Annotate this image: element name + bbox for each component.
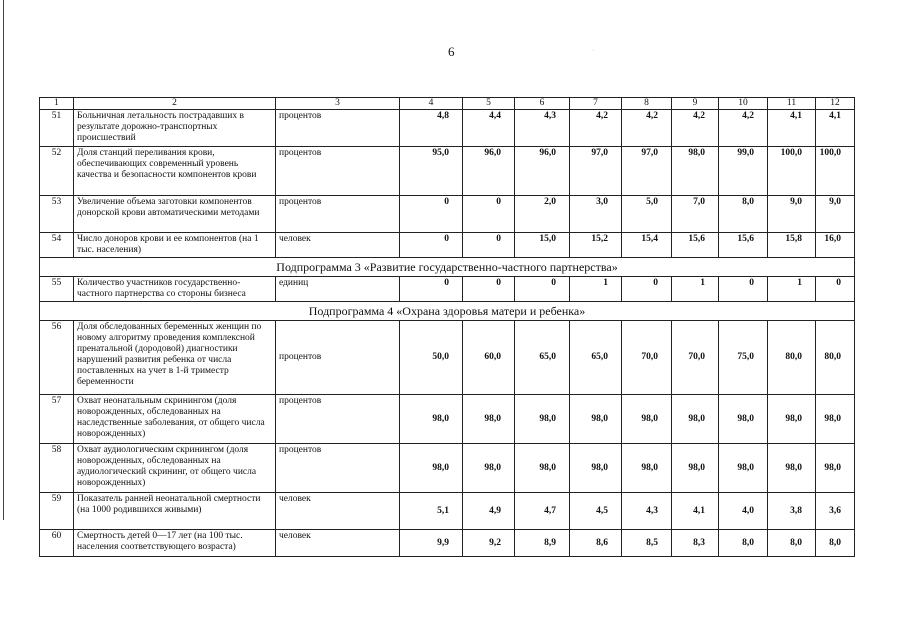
unit-cell: процентов [276, 196, 400, 233]
value-cell: 1 [768, 277, 816, 302]
unit-cell: процентов [276, 110, 400, 147]
header-cell: 10 [719, 98, 768, 110]
row-number: 55 [40, 277, 74, 302]
value-cell: 9,0 [768, 196, 816, 233]
value-cell: 98,0 [515, 395, 570, 444]
value-cell: 65,0 [570, 321, 622, 395]
table-row [40, 196, 855, 233]
indicator-name: Показатель ранней неонатальной смертности (на 1000 родившихся живыми) [74, 493, 276, 530]
value-cell: 70,0 [672, 321, 719, 395]
value-cell: 98,0 [622, 395, 672, 444]
unit-cell: человек [276, 233, 400, 258]
value-cell: 16,0 [816, 233, 855, 258]
value-cell: 80,0 [816, 321, 855, 395]
value-cell: 8,3 [672, 530, 719, 557]
subprogram-4-title: Подпрограмма 4 «Охрана здоровья матери и ребенка» [40, 302, 855, 321]
indicator-name: Доля обследованных беременных женщин по новому алгоритму проведения комплексной пренатальной (дородовой) диагностики нарушений развития ребенка от числа поставленных на учет в 1-й триместр беременности [74, 321, 276, 395]
indicator-name: Количество участников государственно-частного партнерства со стороны бизнеса [74, 277, 276, 302]
unit-cell: процентов [276, 147, 400, 196]
value-cell: 65,0 [515, 321, 570, 395]
header-cell: 7 [570, 98, 622, 110]
header-cell: 12 [816, 98, 855, 110]
value-cell: 98,0 [719, 444, 768, 493]
table-row [40, 444, 855, 493]
value-cell: 1 [570, 277, 622, 302]
value-cell: 4,7 [515, 493, 570, 530]
table-row [40, 277, 855, 302]
value-cell: 4,0 [719, 493, 768, 530]
value-cell: 0 [463, 196, 515, 233]
value-cell: 98,0 [515, 444, 570, 493]
value-cell: 100,0 [816, 147, 855, 196]
value-cell: 0 [816, 277, 855, 302]
value-cell: 7,0 [672, 196, 719, 233]
section-row [40, 258, 855, 277]
row-number: 54 [40, 233, 74, 258]
unit-cell: человек [276, 493, 400, 530]
header-cell: 5 [463, 98, 515, 110]
value-cell: 8,6 [570, 530, 622, 557]
value-cell: 60,0 [463, 321, 515, 395]
value-cell: 0 [400, 233, 463, 258]
scan-mark: · [592, 48, 594, 54]
value-cell: 15,6 [672, 233, 719, 258]
indicator-name: Доля станций переливания крови, обеспечивающих современный уровень качества и безопасности компонентов крови [74, 147, 276, 196]
header-cell: 3 [276, 98, 400, 110]
header-cell: 6 [515, 98, 570, 110]
value-cell: 15,6 [719, 233, 768, 258]
value-cell: 5,1 [400, 493, 463, 530]
table-row [40, 321, 855, 395]
value-cell: 80,0 [768, 321, 816, 395]
unit-cell: человек [276, 530, 400, 557]
value-cell: 9,9 [400, 530, 463, 557]
value-cell: 98,0 [570, 395, 622, 444]
row-number: 52 [40, 147, 74, 196]
unit-cell: единиц [276, 277, 400, 302]
value-cell: 0 [719, 277, 768, 302]
value-cell: 15,0 [515, 233, 570, 258]
value-cell: 99,0 [719, 147, 768, 196]
value-cell: 4,2 [622, 110, 672, 147]
unit-cell: процентов [276, 395, 400, 444]
value-cell: 3,8 [768, 493, 816, 530]
value-cell: 9,0 [816, 196, 855, 233]
page-number: 6 [448, 44, 455, 59]
value-cell: 8,9 [515, 530, 570, 557]
indicator-name: Число доноров крови и ее компонентов (на 1 тыс. населения) [74, 233, 276, 258]
value-cell: 98,0 [400, 444, 463, 493]
indicator-name: Увеличение объема заготовки компонентов донорской крови автоматическими методами [74, 196, 276, 233]
value-cell: 0 [463, 277, 515, 302]
value-cell: 3,6 [816, 493, 855, 530]
value-cell: 98,0 [570, 444, 622, 493]
value-cell: 4,3 [515, 110, 570, 147]
value-cell: 8,0 [816, 530, 855, 557]
value-cell: 15,4 [622, 233, 672, 258]
table-row [40, 395, 855, 444]
unit-cell: процентов [276, 321, 400, 395]
indicators-table [39, 97, 855, 557]
value-cell: 98,0 [816, 395, 855, 444]
value-cell: 98,0 [463, 395, 515, 444]
table-row [40, 530, 855, 557]
value-cell: 5,0 [622, 196, 672, 233]
table-row [40, 493, 855, 530]
value-cell: 8,0 [719, 530, 768, 557]
value-cell: 98,0 [719, 395, 768, 444]
value-cell: 98,0 [463, 444, 515, 493]
header-cell: 4 [400, 98, 463, 110]
value-cell: 98,0 [672, 444, 719, 493]
left-margin-rule [3, 0, 4, 520]
value-cell: 98,0 [400, 395, 463, 444]
value-cell: 4,2 [719, 110, 768, 147]
value-cell: 4,8 [400, 110, 463, 147]
section-row [40, 302, 855, 321]
value-cell: 4,9 [463, 493, 515, 530]
value-cell: 98,0 [768, 444, 816, 493]
indicator-name: Охват неонатальным скринингом (доля новорожденных, обследованных на наследственные заболевания, от общего числа новорожденных) [74, 395, 276, 444]
row-number: 51 [40, 110, 74, 147]
header-cell: 11 [768, 98, 816, 110]
subprogram-3-title: Подпрограмма 3 «Развитие государственно-частного партнерства» [40, 258, 855, 277]
value-cell: 4,4 [463, 110, 515, 147]
value-cell: 50,0 [400, 321, 463, 395]
row-number: 57 [40, 395, 74, 444]
value-cell: 0 [463, 233, 515, 258]
header-cell: 8 [622, 98, 672, 110]
value-cell: 97,0 [622, 147, 672, 196]
table-row [40, 233, 855, 258]
value-cell: 4,1 [672, 493, 719, 530]
value-cell: 4,5 [570, 493, 622, 530]
table-row [40, 110, 855, 147]
value-cell: 96,0 [463, 147, 515, 196]
value-cell: 1 [672, 277, 719, 302]
header-cell: 9 [672, 98, 719, 110]
value-cell: 0 [622, 277, 672, 302]
value-cell: 2,0 [515, 196, 570, 233]
value-cell: 4,2 [672, 110, 719, 147]
value-cell: 0 [400, 196, 463, 233]
value-cell: 70,0 [622, 321, 672, 395]
value-cell: 96,0 [515, 147, 570, 196]
header-row [40, 98, 855, 110]
value-cell: 0 [515, 277, 570, 302]
value-cell: 8,5 [622, 530, 672, 557]
value-cell: 95,0 [400, 147, 463, 196]
header-cell: 2 [74, 98, 276, 110]
value-cell: 98,0 [672, 147, 719, 196]
value-cell: 100,0 [768, 147, 816, 196]
value-cell: 97,0 [570, 147, 622, 196]
value-cell: 15,2 [570, 233, 622, 258]
value-cell: 98,0 [768, 395, 816, 444]
value-cell: 9,2 [463, 530, 515, 557]
value-cell: 4,3 [622, 493, 672, 530]
value-cell: 75,0 [719, 321, 768, 395]
value-cell: 15,8 [768, 233, 816, 258]
table-row [40, 147, 855, 196]
value-cell: 98,0 [672, 395, 719, 444]
indicator-name: Больничная летальность пострадавших в результате дорожно-транспортных происшествий [74, 110, 276, 147]
value-cell: 98,0 [622, 444, 672, 493]
value-cell: 3,0 [570, 196, 622, 233]
value-cell: 98,0 [816, 444, 855, 493]
row-number: 53 [40, 196, 74, 233]
value-cell: 4,1 [768, 110, 816, 147]
unit-cell: процентов [276, 444, 400, 493]
value-cell: 4,1 [816, 110, 855, 147]
header-cell: 1 [40, 98, 74, 110]
row-number: 58 [40, 444, 74, 493]
value-cell: 8,0 [768, 530, 816, 557]
value-cell: 8,0 [719, 196, 768, 233]
row-number: 56 [40, 321, 74, 395]
indicator-name: Охват аудиологическим скринингом (доля новорожденных, обследованных на аудиологический скрининг, от общего числа новорожденных) [74, 444, 276, 493]
row-number: 60 [40, 530, 74, 557]
value-cell: 0 [400, 277, 463, 302]
value-cell: 4,2 [570, 110, 622, 147]
indicator-name: Смертность детей 0—17 лет (на 100 тыс. населения соответствующего возраста) [74, 530, 276, 557]
row-number: 59 [40, 493, 74, 530]
